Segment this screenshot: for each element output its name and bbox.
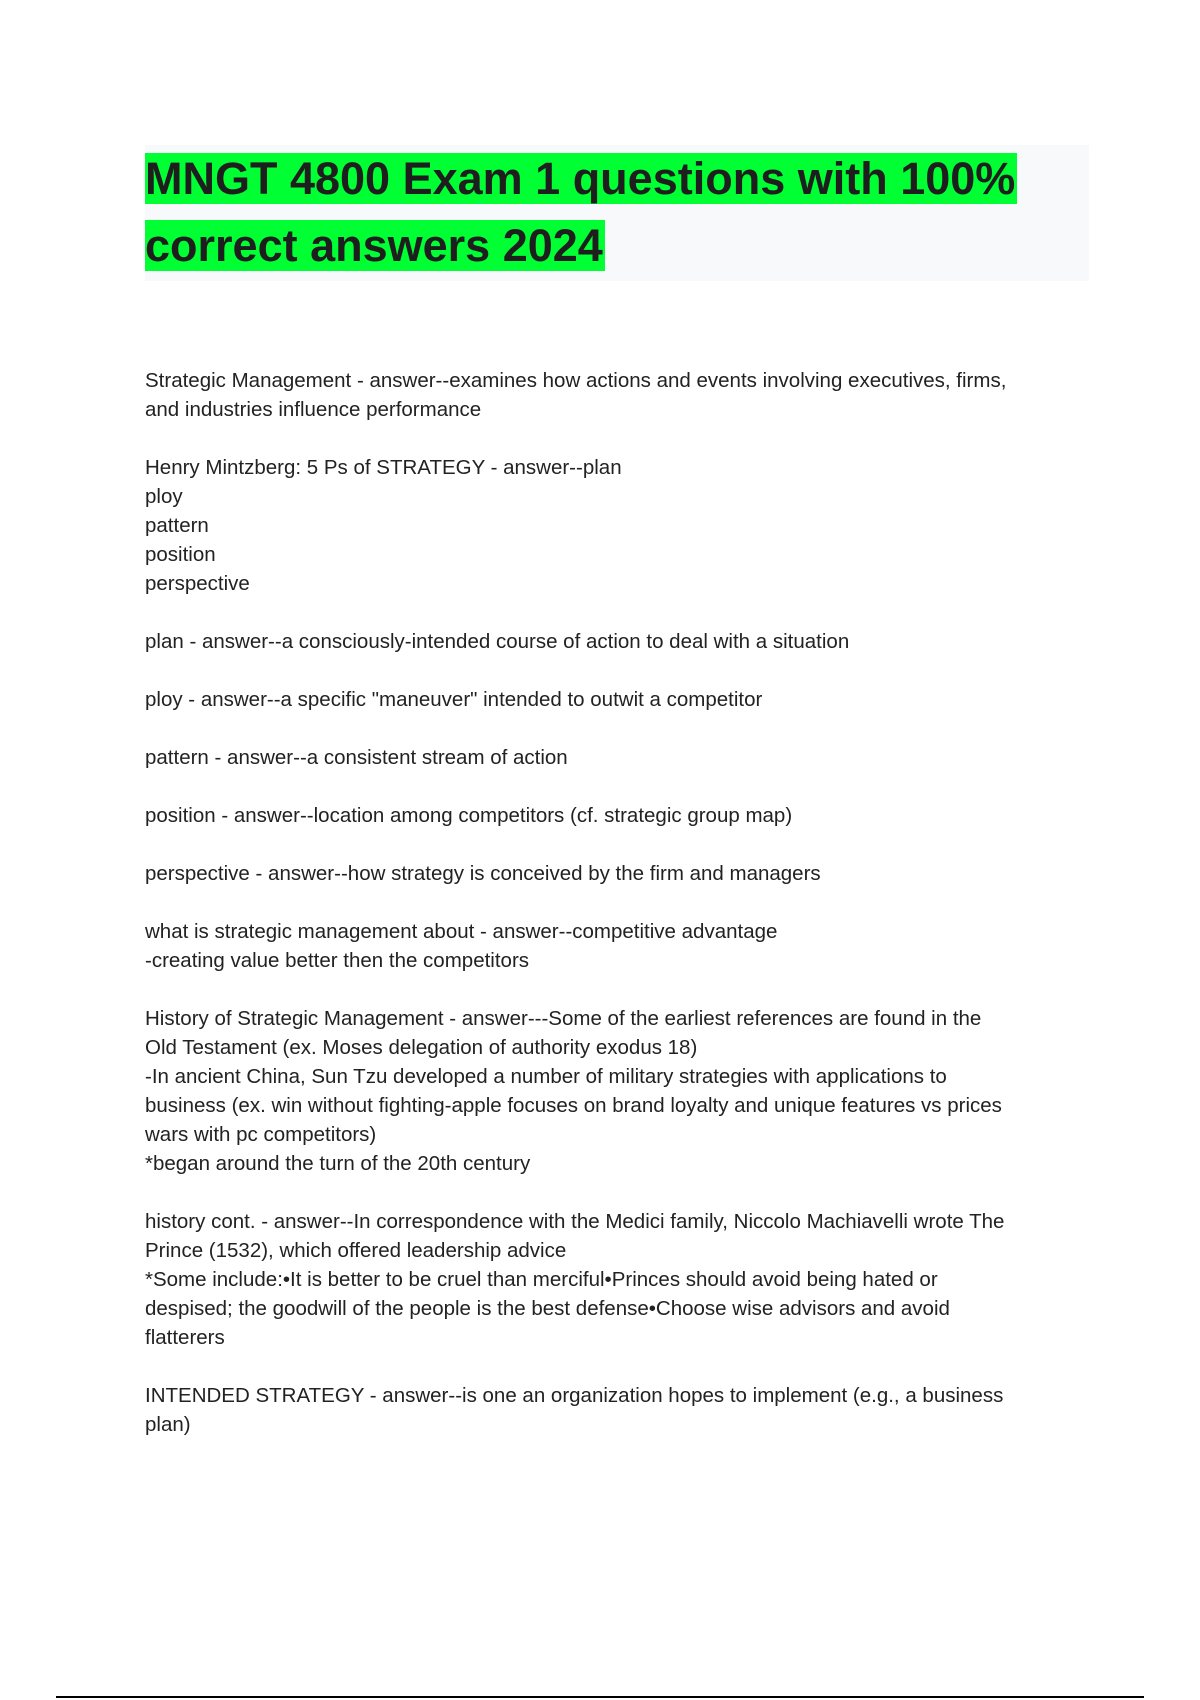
entry-line: Prince (1532), which offered leadership advice: [145, 1239, 567, 1262]
entry-line: pattern - answer--a consistent stream of action: [145, 746, 568, 769]
entry-line: position: [145, 543, 216, 566]
title-line-2: correct answers 2024: [145, 220, 603, 271]
qa-entry-perspective: [145, 859, 1085, 888]
qa-entry-history-cont: [145, 1207, 1085, 1352]
qa-entry-history: [145, 1004, 1085, 1178]
entry-line: wars with pc competitors): [145, 1123, 377, 1146]
entry-line: Old Testament (ex. Moses delegation of authority exodus 18): [145, 1036, 698, 1059]
entry-line: INTENDED STRATEGY - answer--is one an organization hopes to implement (e.g., a business: [145, 1384, 1004, 1407]
entry-line: flatterers: [145, 1326, 225, 1349]
footer-rule: [56, 1696, 1144, 1698]
entry-line: business (ex. win without fighting-apple focuses on brand loyalty and unique features vs prices: [145, 1094, 1002, 1117]
entry-line: *began around the turn of the 20th century: [145, 1152, 531, 1175]
qa-list: [145, 366, 1085, 1468]
entry-line: pattern: [145, 514, 209, 537]
entry-line: Henry Mintzberg: 5 Ps of STRATEGY - answer--plan: [145, 456, 622, 479]
qa-entry-intended-strategy: [145, 1381, 1085, 1439]
qa-entry-what-is-strategic-management: [145, 917, 1085, 975]
qa-entry-pattern: [145, 743, 1085, 772]
entry-line: plan): [145, 1413, 191, 1436]
title-line-1: MNGT 4800 Exam 1 questions with 100%: [145, 153, 1016, 204]
entry-line: position - answer--location among competitors (cf. strategic group map): [145, 804, 793, 827]
entry-line: *Some include:•It is better to be cruel than merciful•Princes should avoid being hated or: [145, 1268, 938, 1291]
entry-line: plan - answer--a consciously-intended course of action to deal with a situation: [145, 630, 850, 653]
entry-line: perspective: [145, 572, 250, 595]
qa-entry-plan: [145, 627, 1085, 656]
qa-entry-five-ps: [145, 453, 1085, 598]
entry-line: -creating value better then the competitors: [145, 949, 530, 972]
title-box: [145, 145, 1089, 281]
entry-line: history cont. - answer--In correspondence with the Medici family, Niccolo Machiavelli wrote The: [145, 1210, 1005, 1233]
entry-line: perspective - answer--how strategy is conceived by the firm and managers: [145, 862, 821, 885]
entry-line: -In ancient China, Sun Tzu developed a number of military strategies with applications to: [145, 1065, 947, 1088]
entry-line: Strategic Management - answer--examines how actions and events involving executives, firms,: [145, 369, 1007, 392]
qa-entry-strategic-management: [145, 366, 1085, 424]
document-title: [145, 145, 1089, 279]
entry-line: what is strategic management about - answer--competitive advantage: [145, 920, 778, 943]
qa-entry-position: [145, 801, 1085, 830]
qa-entry-ploy: [145, 685, 1085, 714]
entry-line: ploy - answer--a specific "maneuver" intended to outwit a competitor: [145, 688, 763, 711]
entry-line: History of Strategic Management - answer---Some of the earliest references are found in the: [145, 1007, 982, 1030]
entry-line: ploy: [145, 485, 183, 508]
entry-line: despised; the goodwill of the people is the best defense•Choose wise advisors and avoid: [145, 1297, 950, 1320]
entry-line: and industries influence performance: [145, 398, 482, 421]
